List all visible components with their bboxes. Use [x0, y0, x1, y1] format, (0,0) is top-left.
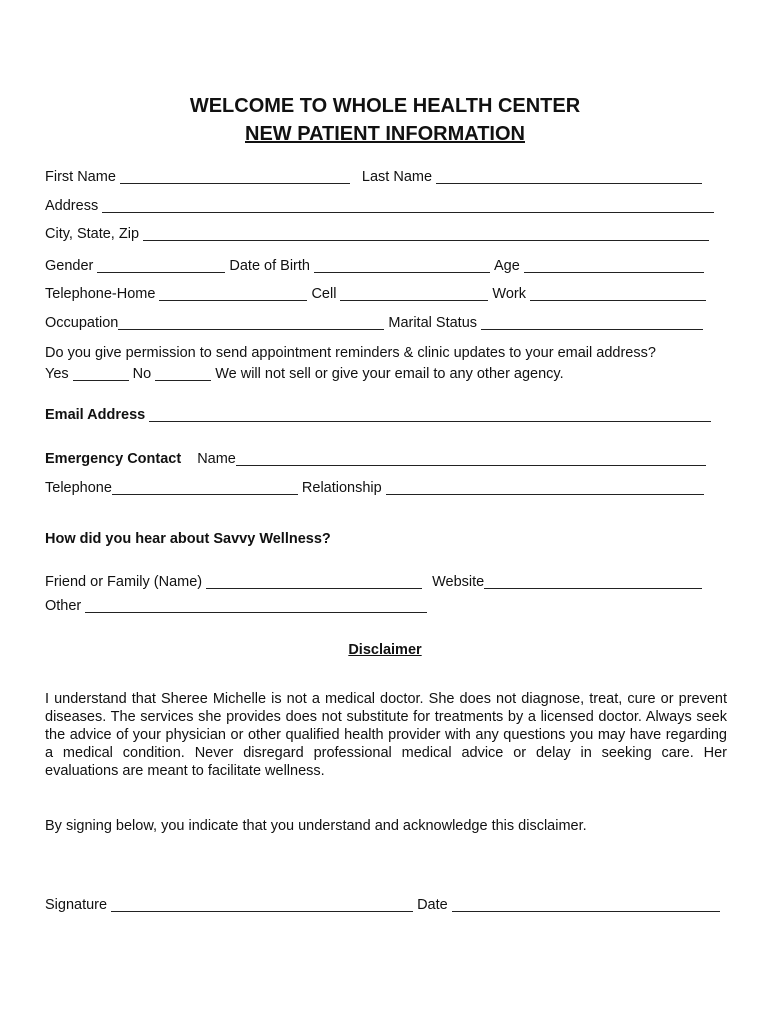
form-subtitle: NEW PATIENT INFORMATION — [245, 123, 525, 145]
last-name-label: Last Name — [361, 169, 433, 185]
signature-row — [45, 896, 724, 914]
date-field[interactable] — [452, 897, 720, 912]
emergency-contact-heading: Emergency Contact — [45, 451, 182, 467]
work-label: Work — [492, 286, 526, 302]
address-row — [45, 197, 718, 215]
address-label: Address — [45, 198, 99, 214]
emergency-telephone-field[interactable] — [112, 480, 298, 495]
city-state-zip-field[interactable] — [143, 226, 709, 241]
signature-label: Signature — [45, 897, 108, 913]
disclaimer-heading: Disclaimer — [348, 642, 422, 658]
relationship-label: Relationship — [301, 480, 382, 496]
name-row — [45, 168, 706, 186]
telephone-home-label: Telephone-Home — [45, 286, 156, 302]
yes-label: Yes — [45, 366, 69, 382]
emergency-telephone-label: Telephone — [45, 480, 112, 496]
address-field[interactable] — [102, 198, 714, 213]
relationship-field[interactable] — [386, 480, 704, 495]
emergency-name-label: Name — [197, 451, 236, 467]
no-label: No — [132, 366, 152, 382]
emergency-contact-row — [45, 450, 710, 468]
signature-field[interactable] — [111, 897, 413, 912]
occupation-label: Occupation — [45, 315, 119, 331]
telephone-row — [45, 285, 710, 303]
demographics-row — [45, 257, 708, 275]
email-address-label: Email Address — [45, 407, 146, 423]
city-state-zip-label: City, State, Zip — [45, 226, 140, 242]
emergency-telephone-row — [45, 479, 708, 497]
city-state-zip-row — [45, 225, 713, 243]
disclaimer-acknowledge: By signing below, you indicate that you understand and acknowledge this disclaimer. — [45, 818, 587, 834]
website-label: Website — [432, 574, 485, 590]
referral-friend-row — [45, 573, 706, 591]
referral-question-row — [45, 530, 331, 548]
email-permission-text: Do you give permission to send appointment reminders & clinic updates to your email address? — [45, 345, 656, 361]
cell-label: Cell — [311, 286, 337, 302]
dob-field[interactable] — [314, 258, 490, 273]
cell-field[interactable] — [340, 286, 488, 301]
work-field[interactable] — [530, 286, 706, 301]
first-name-field[interactable] — [120, 169, 350, 184]
yes-field[interactable] — [73, 366, 129, 381]
age-label: Age — [493, 258, 520, 274]
website-field[interactable] — [484, 574, 702, 589]
date-label: Date — [417, 897, 448, 913]
other-field[interactable] — [85, 598, 427, 613]
referral-other-row — [45, 597, 431, 615]
form-title: WELCOME TO WHOLE HEALTH CENTER — [189, 95, 581, 117]
occupation-row — [45, 314, 707, 332]
disclaimer-body: I understand that Sheree Michelle is not a medical doctor. She does not diagnose, treat, cure or prevent diseases. The services she provides does not substitute for treatments by a licensed doctor. Always seek the advice of your physician or other qualified health provider with any questions you may have regarding a medical condition. Never disregard professional medical advice or delay in seeking care. Her evaluations are meant to facilitate wellness. — [45, 691, 727, 779]
email-address-row — [45, 406, 715, 424]
gender-label: Gender — [45, 258, 94, 274]
email-privacy-note: We will not sell or give your email to any other agency. — [215, 366, 564, 382]
marital-status-label: Marital Status — [388, 315, 478, 331]
age-field[interactable] — [524, 258, 704, 273]
email-permission-question — [45, 344, 656, 362]
marital-status-field[interactable] — [481, 315, 703, 330]
referral-question: How did you hear about Savvy Wellness? — [45, 531, 331, 547]
first-name-label: First Name — [45, 169, 116, 185]
telephone-home-field[interactable] — [159, 286, 307, 301]
no-field[interactable] — [155, 366, 211, 381]
email-address-field[interactable] — [149, 407, 711, 422]
dob-label: Date of Birth — [229, 258, 310, 274]
emergency-name-field[interactable] — [236, 451, 706, 466]
last-name-field[interactable] — [436, 169, 702, 184]
gender-field[interactable] — [97, 258, 225, 273]
friend-family-label: Friend or Family (Name) — [45, 574, 203, 590]
occupation-field[interactable] — [118, 315, 384, 330]
friend-family-field[interactable] — [206, 574, 422, 589]
email-permission-answer-row — [45, 365, 564, 383]
other-label: Other — [45, 598, 82, 614]
